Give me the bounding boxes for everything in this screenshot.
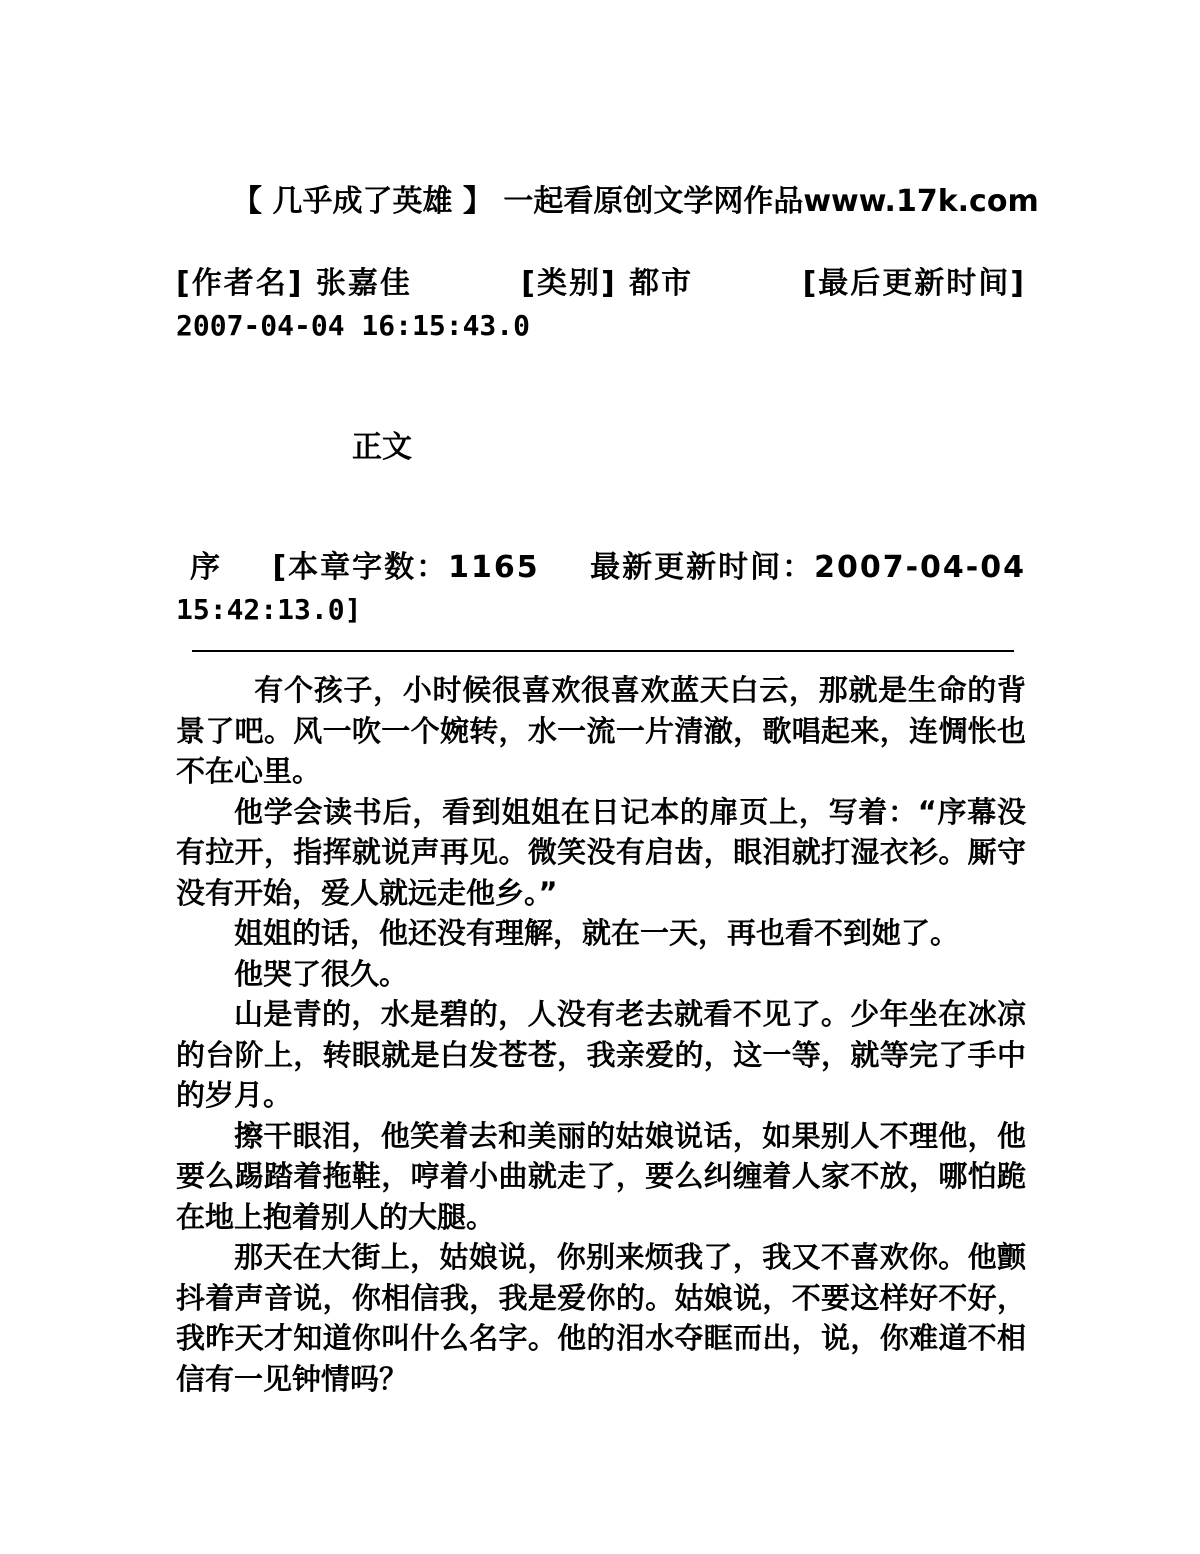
- paragraph: 姐姐的话，他还没有理解，就在一天，再也看不到她了。: [234, 916, 960, 950]
- chapter-latest-update: 最新更新时间：2007-04-04: [590, 550, 1026, 585]
- paragraph: 那天在大街上，姑娘说，你别来烦我了，我又不喜欢你。他颤抖着声音说，你相信我，我是爱你的。姑娘说，不要这样好不好，我昨天才知道你叫什么名字。他的泪水夺眶而出，说，你难道不相信有一见钟情吗？: [176, 1240, 1026, 1396]
- paragraph: 有个孩子，小时候很喜欢很喜欢蓝天白云，那就是生命的背景了吧。风一吹一个婉转，水一流一片清澈，歌唱起来，连惆怅也不在心里。: [176, 673, 1026, 788]
- chapter-header: [190, 548, 1026, 588]
- paragraph: 他学会读书后，看到姐姐在日记本的扉页上，写着：“序幕没有拉开，指挥就说声再见。微笑没有启齿，眼泪就打湿衣衫。厮守没有开始，爱人就远走他乡。”: [176, 794, 1026, 910]
- chapter-word-count: [本章字数：1165: [272, 550, 540, 585]
- category-label: [类别] 都市: [521, 266, 694, 301]
- section-title: 正文: [352, 430, 412, 465]
- meta-row: [176, 264, 1026, 304]
- chapter-name: 序: [190, 550, 222, 585]
- updated-label: [最后更新时间]: [802, 266, 1026, 301]
- document-title: 【 几乎成了英雄 】 一起看原创文学网作品www.17k.com: [232, 184, 1039, 219]
- separator-line: [192, 650, 1014, 652]
- updated-value: 2007-04-04 16:15:43.0: [176, 309, 531, 342]
- paragraph: 擦干眼泪，他笑着去和美丽的姑娘说话，如果别人不理他，他要么踢踏着拖鞋，哼着小曲就走了，要么纠缠着人家不放，哪怕跪在地上抱着别人的大腿。: [176, 1118, 1026, 1234]
- chapter-body: [176, 670, 1026, 1399]
- paragraph: 他哭了很久。: [234, 956, 409, 991]
- chapter-update-time: 15:42:13.0]: [176, 593, 362, 626]
- author-label: [作者名] 张嘉佳: [176, 266, 412, 301]
- paragraph: 山是青的，水是碧的，人没有老去就看不见了。少年坐在冰凉的台阶上，转眼就是白发苍苍，我亲爱的，这一等，就等完了手中的岁月。: [176, 997, 1026, 1112]
